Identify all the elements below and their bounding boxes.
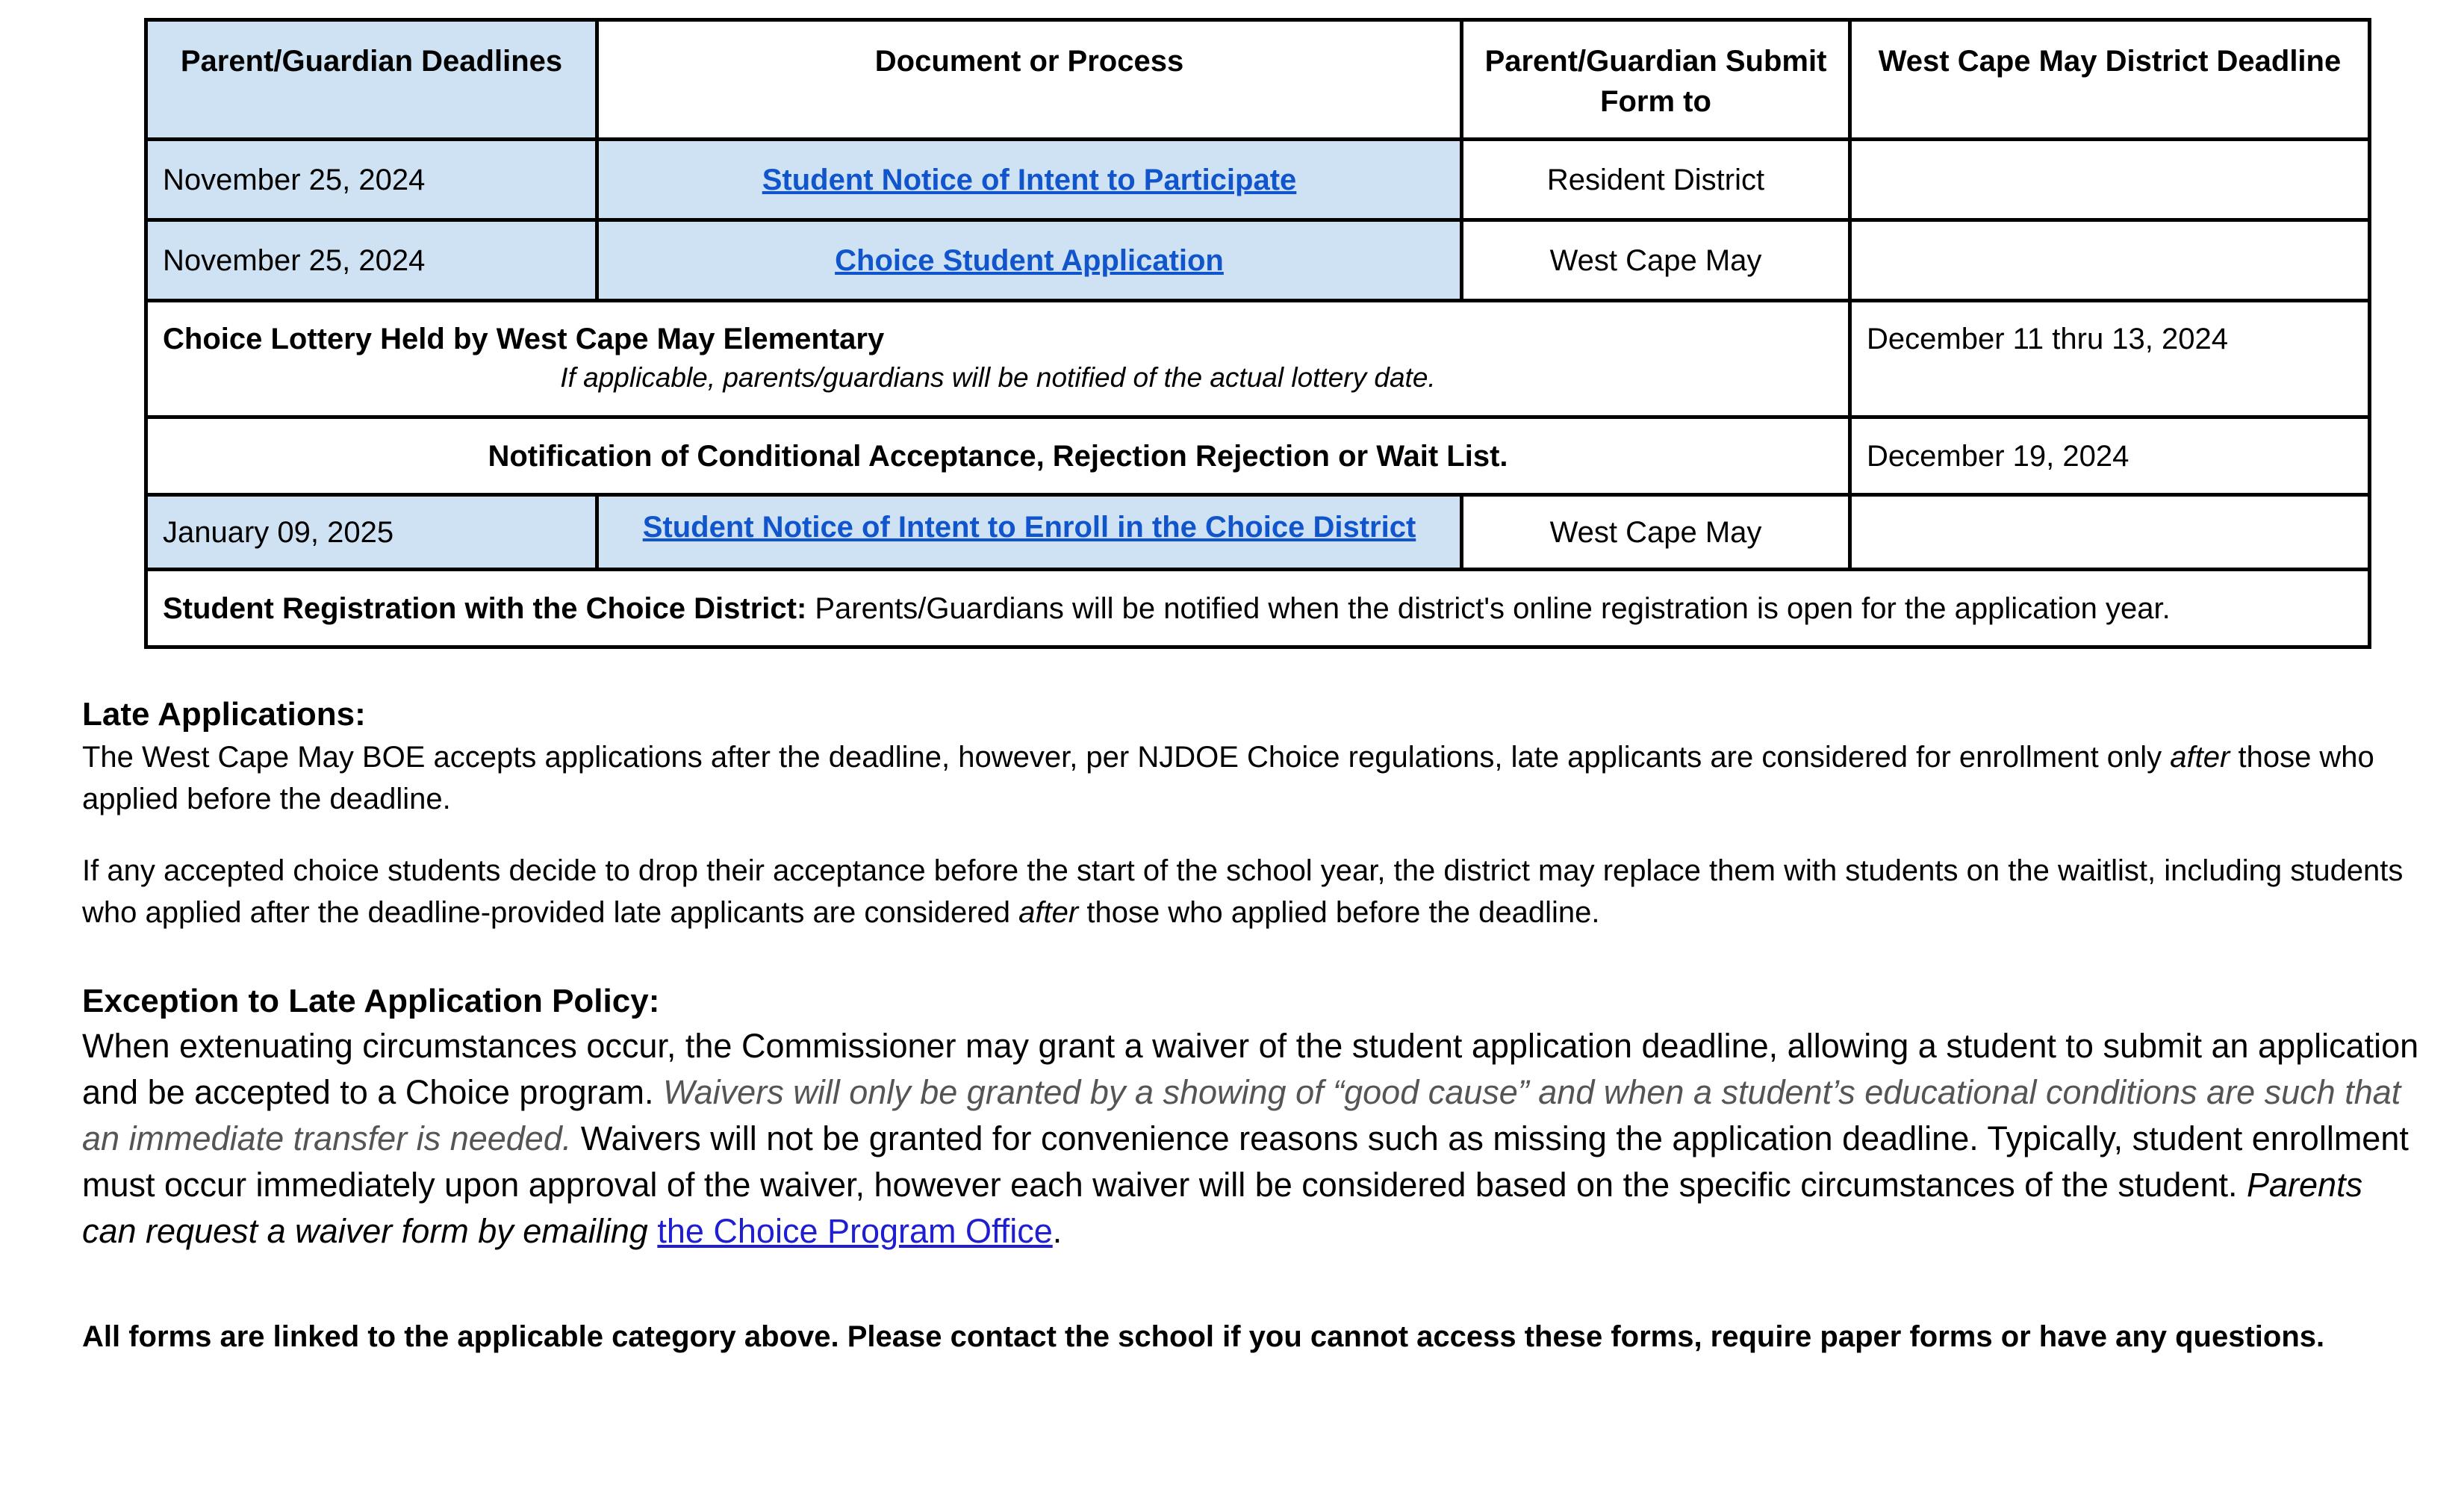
notification-deadline-cell: December 19, 2024	[1850, 417, 2370, 495]
table-row	[146, 140, 2370, 220]
late-applications-heading: Late Applications:	[82, 696, 366, 733]
lottery-cell	[146, 301, 1850, 417]
document-cell	[597, 220, 1462, 301]
choice-application-link[interactable]: Choice Student Application	[835, 243, 1224, 277]
deadline-cell: November 25, 2024	[146, 140, 597, 220]
intent-to-participate-link[interactable]: Student Notice of Intent to Participate	[762, 163, 1297, 196]
deadline-cell: November 25, 2024	[146, 220, 597, 301]
notification-cell: Notification of Conditional Acceptance, Rejection Rejection or Wait List.	[146, 417, 1850, 495]
registration-label: Student Registration with the Choice District:	[163, 591, 807, 625]
exception-heading: Exception to Late Application Policy:	[82, 983, 660, 1019]
district-deadline-cell	[1850, 495, 2370, 570]
forms-footer-note: All forms are linked to the applicable category above. Please contact the school if you cannot access these forms, require paper forms or have any questions.	[82, 1320, 2325, 1353]
choice-program-office-link[interactable]: the Choice Program Office	[657, 1212, 1053, 1250]
header-district-deadline: West Cape May District Deadline	[1850, 20, 2370, 140]
district-deadline-cell	[1850, 140, 2370, 220]
header-parent-deadlines: Parent/Guardian Deadlines	[146, 20, 597, 140]
late-applications-paragraph-1: The West Cape May BOE accepts applications after the deadline, however, per NJDOE Choice regulations, late applicants are considered for enrollment only after those who applied before the deadline.	[82, 741, 2374, 815]
waiver-condition-text: Waivers will only be granted by a showing of “good cause” and when a student’s educational conditions are such that an immediate transfer is needed.	[82, 1073, 2401, 1157]
registration-row	[146, 570, 2370, 647]
table-header-row	[146, 20, 2370, 140]
table-row	[146, 495, 2370, 570]
table-row	[146, 220, 2370, 301]
document-cell	[597, 140, 1462, 220]
district-deadline-cell	[1850, 220, 2370, 301]
submit-to-cell: West Cape May	[1462, 495, 1850, 570]
late-applications-paragraph-2: If any accepted choice students decide to drop their acceptance before the start of the school year, the district may replace them with students on the waitlist, including students who applied after the deadline-provided late applicants are considered after those who applied before the deadline.	[82, 854, 2404, 929]
registration-text: Parents/Guardians will be notified when the district's online registration is open for the application year.	[806, 591, 2171, 625]
deadlines-table	[144, 18, 2371, 649]
lottery-row	[146, 301, 2370, 417]
lottery-title: Choice Lottery Held by West Cape May Elementary	[163, 323, 885, 355]
document-cell	[597, 495, 1462, 570]
exception-section	[82, 980, 2419, 1255]
lottery-note: If applicable, parents/guardians will be notified of the actual lottery date.	[560, 362, 1436, 393]
notification-row	[146, 417, 2370, 495]
exception-paragraph: When extenuating circumstances occur, the Commissioner may grant a waiver of the student application deadline, allowing a student to submit an application and be accepted to a Choice program. Waivers will only be granted by a showing of “good cause” and when a student’s educational conditions are such that an immediate transfer is needed. Waivers will not be granted for convenience reasons such as missing the application deadline. Typically, student enrollment must occur immediately upon approval of the waiver, however each waiver will be considered based on the specific circumstances of the student. Parents can request a waiver form by emailing the Choice Program Office.	[82, 1027, 2419, 1250]
lottery-deadline-cell: December 11 thru 13, 2024	[1850, 301, 2370, 417]
deadline-cell: January 09, 2025	[146, 495, 597, 570]
late-applications-section	[82, 693, 2419, 933]
registration-cell	[146, 570, 2370, 647]
intent-to-enroll-link[interactable]: Student Notice of Intent to Enroll in the Choice District	[642, 511, 1416, 544]
submit-to-cell: West Cape May	[1462, 220, 1850, 301]
header-document-process: Document or Process	[597, 20, 1462, 140]
header-submit-to: Parent/Guardian Submit Form to	[1462, 20, 1850, 140]
submit-to-cell: Resident District	[1462, 140, 1850, 220]
